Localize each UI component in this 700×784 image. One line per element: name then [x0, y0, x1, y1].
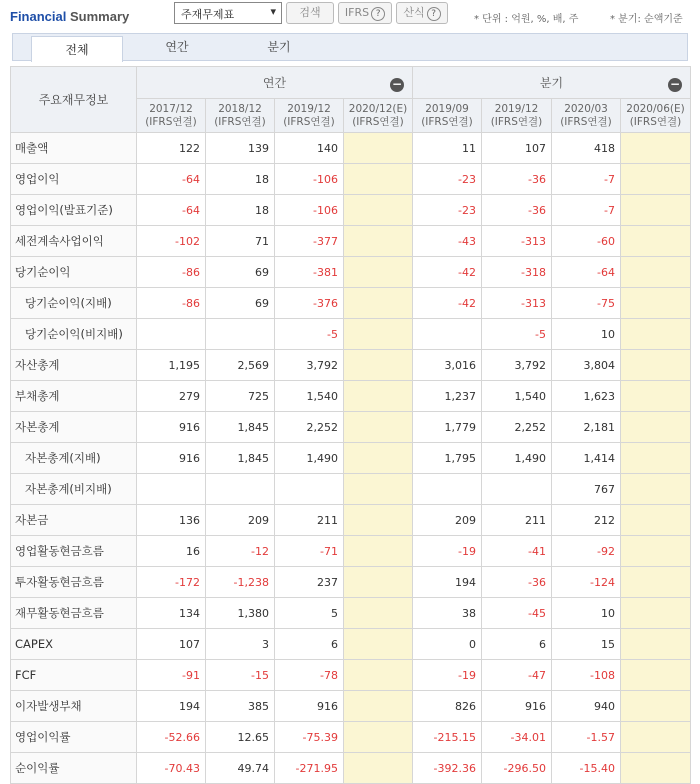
- table-cell: -106: [275, 195, 344, 226]
- table-cell: -7: [552, 164, 621, 195]
- table-cell: [621, 567, 691, 598]
- period-basis: (IFRS연결): [145, 115, 197, 128]
- table-cell: 1,414: [552, 443, 621, 474]
- table-cell: 18: [206, 195, 275, 226]
- table-cell: [344, 629, 413, 660]
- annual-group-label: 연간: [262, 76, 287, 90]
- table-cell: -64: [137, 164, 206, 195]
- table-cell: 1,490: [482, 443, 552, 474]
- table-cell: 15: [552, 629, 621, 660]
- table-cell: [344, 319, 413, 350]
- table-cell: [621, 288, 691, 319]
- table-cell: 11: [413, 133, 482, 164]
- row-label[interactable]: 투자활동현금흐름: [11, 567, 137, 598]
- table-row: [11, 288, 691, 319]
- row-label[interactable]: CAPEX: [11, 629, 137, 660]
- period-label: 2019/12: [287, 102, 331, 115]
- table-cell: [621, 474, 691, 505]
- table-cell: 279: [137, 381, 206, 412]
- table-row: [11, 350, 691, 381]
- table-cell: [621, 629, 691, 660]
- table-cell: [275, 474, 344, 505]
- table-cell: 18: [206, 164, 275, 195]
- table-cell: -75.39: [275, 722, 344, 753]
- row-label[interactable]: 영업이익(발표기준): [11, 195, 137, 226]
- row-label[interactable]: 영업이익: [11, 164, 137, 195]
- table-cell: 211: [482, 505, 552, 536]
- statement-type-value: 주재무제표: [181, 8, 235, 21]
- table-cell: [621, 505, 691, 536]
- row-label[interactable]: FCF: [11, 660, 137, 691]
- table-cell: -92: [552, 536, 621, 567]
- table-cell: [344, 226, 413, 257]
- table-cell: -1.57: [552, 722, 621, 753]
- table-cell: -86: [137, 257, 206, 288]
- table-cell: [344, 598, 413, 629]
- table-cell: 916: [275, 691, 344, 722]
- row-label[interactable]: 자본총계(지배): [11, 443, 137, 474]
- table-cell: 209: [413, 505, 482, 536]
- table-cell: 1,540: [482, 381, 552, 412]
- table-cell: 1,845: [206, 412, 275, 443]
- row-label[interactable]: 자산총계: [11, 350, 137, 381]
- table-cell: -36: [482, 195, 552, 226]
- row-label[interactable]: 매출액: [11, 133, 137, 164]
- table-cell: [344, 505, 413, 536]
- table-cell: -318: [482, 257, 552, 288]
- table-cell: 107: [137, 629, 206, 660]
- table-cell: [621, 226, 691, 257]
- period-label: 2020/03: [564, 102, 608, 115]
- table-cell: [413, 474, 482, 505]
- table-cell: [621, 443, 691, 474]
- table-cell: -47: [482, 660, 552, 691]
- table-cell: [344, 350, 413, 381]
- table-row: [11, 226, 691, 257]
- table-row: [11, 381, 691, 412]
- table-cell: 1,795: [413, 443, 482, 474]
- formula-button[interactable]: [396, 2, 448, 24]
- table-cell: 107: [482, 133, 552, 164]
- title-financial: Financial: [10, 9, 67, 24]
- table-cell: -15.40: [552, 753, 621, 784]
- row-label[interactable]: 당기순이익(비지배): [11, 319, 137, 350]
- table-cell: 16: [137, 536, 206, 567]
- row-label[interactable]: 영업이익률: [11, 722, 137, 753]
- page-title: [10, 9, 129, 24]
- table-cell: 916: [482, 691, 552, 722]
- table-cell: -108: [552, 660, 621, 691]
- table-cell: 916: [137, 412, 206, 443]
- table-cell: [344, 288, 413, 319]
- table-cell: -36: [482, 164, 552, 195]
- row-label[interactable]: 자본금: [11, 505, 137, 536]
- table-cell: -52.66: [137, 722, 206, 753]
- table-cell: 3: [206, 629, 275, 660]
- table-row: [11, 412, 691, 443]
- period-label: 2017/12: [149, 102, 193, 115]
- table-cell: 122: [137, 133, 206, 164]
- table-cell: 1,380: [206, 598, 275, 629]
- table-cell: 418: [552, 133, 621, 164]
- table-cell: -102: [137, 226, 206, 257]
- table-cell: 1,845: [206, 443, 275, 474]
- table-cell: 134: [137, 598, 206, 629]
- row-label[interactable]: 재무활동현금흐름: [11, 598, 137, 629]
- collapse-quarter-icon[interactable]: −: [669, 77, 681, 91]
- table-cell: [621, 536, 691, 567]
- table-cell: [621, 257, 691, 288]
- table-cell: -78: [275, 660, 344, 691]
- tab-quarterly[interactable]: 분기: [267, 40, 291, 54]
- table-cell: 237: [275, 567, 344, 598]
- table-cell: [621, 722, 691, 753]
- table-cell: -7: [552, 195, 621, 226]
- table-cell: [137, 474, 206, 505]
- table-cell: -106: [275, 164, 344, 195]
- table-cell: -34.01: [482, 722, 552, 753]
- table-cell: [621, 753, 691, 784]
- period-basis-note: * 분기: 순액기준: [610, 14, 683, 25]
- table-cell: [621, 195, 691, 226]
- table-cell: -1,238: [206, 567, 275, 598]
- table-row: [11, 164, 691, 195]
- table-cell: [621, 319, 691, 350]
- table-cell: -19: [413, 536, 482, 567]
- table-cell: [344, 753, 413, 784]
- table-row: [11, 536, 691, 567]
- table-cell: -60: [552, 226, 621, 257]
- row-label[interactable]: 당기순이익: [11, 257, 137, 288]
- ifrs-button[interactable]: [338, 2, 392, 24]
- table-cell: [344, 381, 413, 412]
- table-row: [11, 629, 691, 660]
- table-cell: [344, 691, 413, 722]
- table-cell: [344, 722, 413, 753]
- table-cell: -41: [482, 536, 552, 567]
- table-cell: -172: [137, 567, 206, 598]
- table-cell: 0: [413, 629, 482, 660]
- table-cell: -43: [413, 226, 482, 257]
- table-cell: -5: [275, 319, 344, 350]
- period-basis: (IFRS연결): [421, 115, 473, 128]
- period-header: [275, 99, 344, 133]
- table-cell: 1,237: [413, 381, 482, 412]
- period-label: 2019/12: [494, 102, 539, 115]
- table-cell: [344, 412, 413, 443]
- help-icon: ?: [427, 7, 441, 21]
- period-basis: (IFRS연결): [283, 115, 335, 128]
- table-cell: [344, 257, 413, 288]
- table-cell: -313: [482, 288, 552, 319]
- table-cell: [344, 536, 413, 567]
- period-header: [344, 99, 413, 133]
- table-cell: [482, 474, 552, 505]
- table-cell: 71: [206, 226, 275, 257]
- table-cell: 2,569: [206, 350, 275, 381]
- table-row: [11, 691, 691, 722]
- table-cell: 940: [552, 691, 621, 722]
- table-body: [11, 133, 691, 784]
- table-cell: 69: [206, 257, 275, 288]
- statement-type-select[interactable]: [174, 2, 282, 24]
- table-cell: 3,792: [275, 350, 344, 381]
- table-cell: -64: [137, 195, 206, 226]
- period-basis: (IFRS연결): [214, 115, 266, 128]
- table-row: [11, 257, 691, 288]
- table-cell: -392.36: [413, 753, 482, 784]
- table-cell: 1,540: [275, 381, 344, 412]
- table-row: [11, 195, 691, 226]
- table-cell: -42: [413, 257, 482, 288]
- table-cell: [621, 133, 691, 164]
- table-cell: 12.65: [206, 722, 275, 753]
- table-cell: 2,181: [552, 412, 621, 443]
- table-cell: [344, 195, 413, 226]
- table-row: [11, 474, 691, 505]
- table-row: [11, 722, 691, 753]
- table-cell: -23: [413, 195, 482, 226]
- table-cell: -45: [482, 598, 552, 629]
- table-cell: -12: [206, 536, 275, 567]
- period-basis: (IFRS연결): [490, 115, 543, 128]
- table-cell: [206, 474, 275, 505]
- help-icon: ?: [371, 7, 385, 21]
- table-cell: [344, 567, 413, 598]
- table-cell: 5: [275, 598, 344, 629]
- table-cell: 916: [137, 443, 206, 474]
- table-cell: 2,252: [482, 412, 552, 443]
- table-cell: -15: [206, 660, 275, 691]
- row-label[interactable]: 당기순이익(지배): [11, 288, 137, 319]
- search-button[interactable]: 검색: [286, 2, 334, 24]
- table-cell: -86: [137, 288, 206, 319]
- period-label: 2019/09: [425, 102, 469, 115]
- period-basis: (IFRS연결): [560, 115, 612, 128]
- table-cell: -36: [482, 567, 552, 598]
- period-header: [482, 99, 552, 133]
- table-cell: [344, 133, 413, 164]
- row-label[interactable]: 이자발생부채: [11, 691, 137, 722]
- collapse-annual-icon[interactable]: −: [391, 77, 403, 91]
- tab-all[interactable]: 전체: [31, 36, 123, 62]
- table-row: [11, 598, 691, 629]
- table-cell: [344, 474, 413, 505]
- table-cell: 6: [275, 629, 344, 660]
- table-cell: [206, 319, 275, 350]
- table-cell: 69: [206, 288, 275, 319]
- table-cell: 3,804: [552, 350, 621, 381]
- table-row: [11, 443, 691, 474]
- period-header: [552, 99, 621, 133]
- table-cell: -376: [275, 288, 344, 319]
- period-header: [137, 99, 206, 133]
- financial-summary-table: [10, 66, 691, 784]
- table-cell: [344, 443, 413, 474]
- table-cell: [621, 660, 691, 691]
- table-cell: 10: [552, 598, 621, 629]
- table-cell: -5: [482, 319, 552, 350]
- period-tabs: [12, 33, 688, 61]
- table-cell: [621, 598, 691, 629]
- table-cell: 209: [206, 505, 275, 536]
- table-cell: [621, 691, 691, 722]
- period-header: [413, 99, 482, 133]
- table-cell: 1,623: [552, 381, 621, 412]
- table-cell: 10: [552, 319, 621, 350]
- table-cell: [137, 319, 206, 350]
- toolbar: [0, 0, 700, 32]
- table-cell: 136: [137, 505, 206, 536]
- table-cell: 139: [206, 133, 275, 164]
- table-row: [11, 319, 691, 350]
- table-cell: -215.15: [413, 722, 482, 753]
- table-cell: -42: [413, 288, 482, 319]
- table-cell: [344, 660, 413, 691]
- tab-annual[interactable]: 연간: [165, 40, 189, 54]
- quarter-group-header: [413, 67, 691, 99]
- table-row: [11, 133, 691, 164]
- table-cell: -377: [275, 226, 344, 257]
- row-label[interactable]: 영업활동현금흐름: [11, 536, 137, 567]
- table-cell: 826: [413, 691, 482, 722]
- table-cell: 38: [413, 598, 482, 629]
- corner-header: 주요재무정보: [11, 67, 137, 133]
- row-label[interactable]: 세전계속사업이익: [11, 226, 137, 257]
- table-cell: -71: [275, 536, 344, 567]
- period-label: 2020/06(E): [626, 102, 685, 115]
- table-cell: 49.74: [206, 753, 275, 784]
- table-cell: -296.50: [482, 753, 552, 784]
- table-cell: [621, 412, 691, 443]
- table-row: [11, 660, 691, 691]
- table-cell: 3,016: [413, 350, 482, 381]
- row-label[interactable]: 자본총계: [11, 412, 137, 443]
- table-cell: -64: [552, 257, 621, 288]
- table-cell: [413, 319, 482, 350]
- formula-label: 산식: [403, 6, 425, 19]
- table-cell: 6: [482, 629, 552, 660]
- table-cell: [621, 164, 691, 195]
- table-cell: [621, 350, 691, 381]
- table-cell: 385: [206, 691, 275, 722]
- table-cell: 1,195: [137, 350, 206, 381]
- table-cell: -75: [552, 288, 621, 319]
- table-cell: -91: [137, 660, 206, 691]
- unit-note: * 단위 : 억원, %, 배, 주: [474, 14, 579, 25]
- table-cell: -23: [413, 164, 482, 195]
- row-label[interactable]: 자본총계(비지배): [11, 474, 137, 505]
- table-cell: 1,490: [275, 443, 344, 474]
- period-label: 2018/12: [218, 102, 262, 115]
- table-cell: -313: [482, 226, 552, 257]
- table-cell: 725: [206, 381, 275, 412]
- quarter-group-label: 분기: [539, 76, 564, 90]
- table-cell: 194: [413, 567, 482, 598]
- table-cell: 3,792: [482, 350, 552, 381]
- table-cell: -19: [413, 660, 482, 691]
- table-cell: 767: [552, 474, 621, 505]
- period-label: 2020/12(E): [348, 102, 408, 115]
- table-row: [11, 505, 691, 536]
- table-row: [11, 567, 691, 598]
- table-cell: -124: [552, 567, 621, 598]
- table-cell: 140: [275, 133, 344, 164]
- table-cell: 194: [137, 691, 206, 722]
- table-cell: 1,779: [413, 412, 482, 443]
- table-cell: -70.43: [137, 753, 206, 784]
- ifrs-label: IFRS: [344, 6, 370, 19]
- table-row: [11, 753, 691, 784]
- period-basis: (IFRS연결): [352, 115, 404, 128]
- period-header: [621, 99, 691, 133]
- title-summary: Summary: [69, 9, 130, 24]
- table-cell: -271.95: [275, 753, 344, 784]
- table-cell: [621, 381, 691, 412]
- table-cell: 212: [552, 505, 621, 536]
- chevron-down-icon: ▾: [270, 5, 276, 18]
- row-label[interactable]: 부채총계: [11, 381, 137, 412]
- table-cell: [344, 164, 413, 195]
- table-cell: 211: [275, 505, 344, 536]
- table-cell: 2,252: [275, 412, 344, 443]
- annual-group-header: [137, 67, 413, 99]
- period-basis: (IFRS연결): [629, 115, 682, 128]
- row-label[interactable]: 순이익률: [11, 753, 137, 784]
- period-header: [206, 99, 275, 133]
- table-cell: -381: [275, 257, 344, 288]
